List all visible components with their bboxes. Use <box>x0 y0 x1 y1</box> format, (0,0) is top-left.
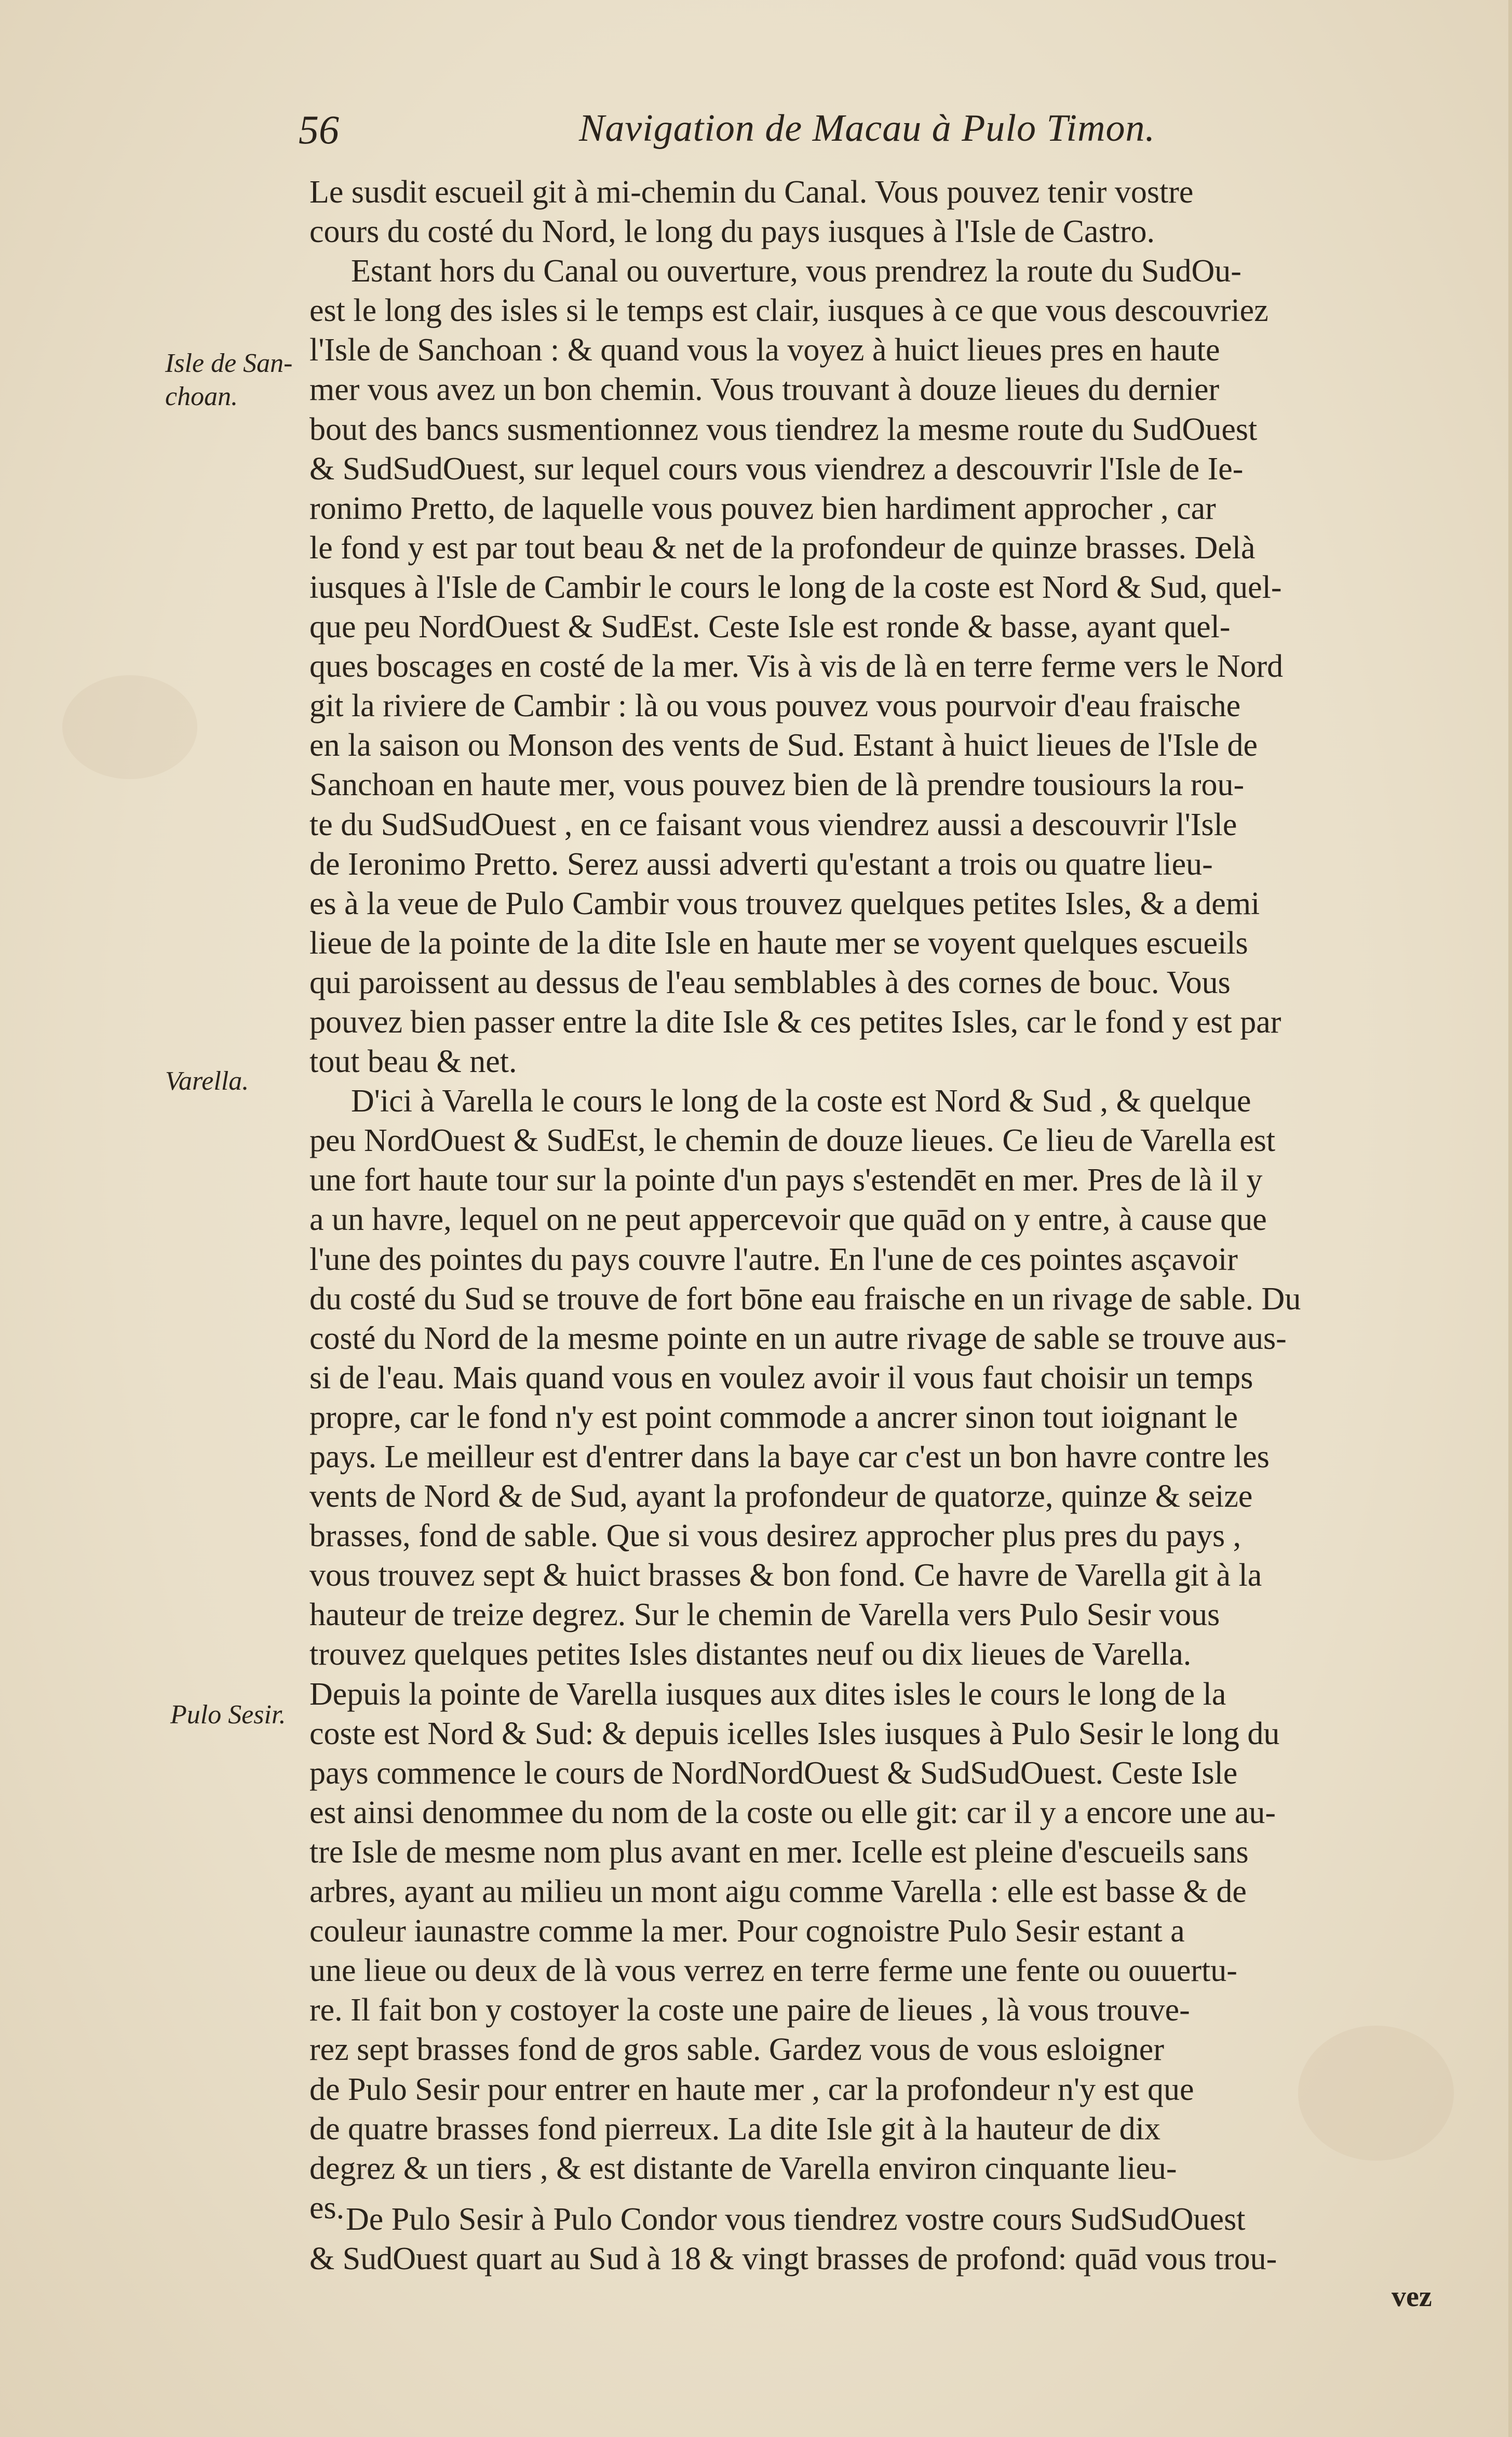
text-line: ronimo Pretto, de laquelle vous pouvez bien hardiment approcher , car <box>309 490 1216 526</box>
text-line: brasses, fond de sable. Que si vous desirez approcher plus pres du pays , <box>309 1518 1241 1554</box>
margin-note-varella: Varella. <box>165 1066 249 1096</box>
text-line: de quatre brasses fond pierreux. La dite Isle git à la hauteur de dix <box>309 2111 1160 2147</box>
text-line: git la riviere de Cambir : là ou vous pouvez vous pourvoir d'eau fraische <box>309 688 1241 724</box>
text-line: Sanchoan en haute mer, vous pouvez bien de là prendre tousiours la rou- <box>309 767 1245 803</box>
text-line: vous trouvez sept & huict brasses & bon fond. Ce havre de Varella git à la <box>309 1558 1262 1594</box>
margin-note-sanchoan: Isle de San- choan. <box>165 349 293 411</box>
text-line: ques boscages en costé de la mer. Vis à vis de là en terre ferme vers le Nord <box>309 649 1284 685</box>
text-line: Le susdit escueil git à mi-chemin du Canal. Vous pouvez tenir vostre <box>309 175 1194 210</box>
text-line: qui paroissent au dessus de l'eau semblables à des cornes de bouc. Vous <box>309 965 1231 1000</box>
text-line: a un havre, lequel on ne peut appercevoir que quād on y entre, à cause que <box>309 1202 1267 1238</box>
text-line: en la saison ou Monson des vents de Sud. Estant à huict lieues de l'Isle de <box>309 728 1258 764</box>
text-line: tre Isle de mesme nom plus avant en mer. Icelle est pleine d'escueils sans <box>309 1834 1249 1870</box>
text-line: une fort haute tour sur la pointe d'un pays s'estendēt en mer. Pres de là il y <box>309 1162 1263 1198</box>
text-line: est ainsi denommee du nom de la coste ou elle git: car il y a encore une au- <box>309 1795 1276 1830</box>
text-line: pouvez bien passer entre la dite Isle & ces petites Isles, car le fond y est par <box>309 1004 1281 1040</box>
text-line: rez sept brasses fond de gros sable. Gardez vous de vous esloigner <box>309 2032 1164 2068</box>
text-line: pays. Le meilleur est d'entrer dans la baye car c'est un bon havre contre les <box>309 1439 1270 1475</box>
text-line: vents de Nord & de Sud, ayant la profondeur de quatorze, quinze & seize <box>309 1479 1253 1515</box>
text-line: si de l'eau. Mais quand vous en voulez avoir il vous faut choisir un temps <box>309 1360 1253 1396</box>
margin-note-pulo-sesir: Pulo Sesir. <box>170 1700 286 1730</box>
text-line: es à la veue de Pulo Cambir vous trouvez quelques petites Isles, & a demi <box>309 886 1260 921</box>
text-line: re. Il fait bon y costoyer la coste une paire de lieues , là vous trouve- <box>309 1992 1190 2028</box>
text-line: de Ieronimo Pretto. Serez aussi adverti qu'estant a trois ou quatre lieu- <box>309 846 1213 882</box>
text-line: De Pulo Sesir à Pulo Condor vous tiendrez vostre cours SudSudOuest <box>346 2202 1246 2237</box>
running-title: Navigation de Macau à Pulo Timon. <box>579 107 1156 150</box>
body-text <box>309 172 1450 2228</box>
folio-number: 56 <box>299 107 339 152</box>
text-line: & SudSudOuest, sur lequel cours vous viendrez a descouvrir l'Isle de Ie- <box>309 451 1244 487</box>
text-line: est le long des isles si le temps est clair, iusques à ce que vous descouvriez <box>309 293 1268 329</box>
text-line: hauteur de treize degrez. Sur le chemin de Varella vers Pulo Sesir vous <box>309 1597 1220 1633</box>
text-line: costé du Nord de la mesme pointe en un autre rivage de sable se trouve aus- <box>309 1320 1287 1356</box>
text-line: du costé du Sud se trouve de fort bōne eau fraische en un rivage de sable. Du <box>309 1281 1301 1317</box>
text-line: une lieue ou deux de là vous verrez en terre ferme une fente ou ouuertu- <box>309 1953 1237 1989</box>
text-line: es. <box>309 2190 345 2226</box>
text-line: Depuis la pointe de Varella iusques aux dites isles le cours le long de la <box>309 1676 1226 1712</box>
text-line: couleur iaunastre comme la mer. Pour cognoistre Pulo Sesir estant a <box>309 1913 1185 1949</box>
text-line: trouvez quelques petites Isles distantes neuf ou dix lieues de Varella. <box>309 1637 1192 1672</box>
text-line: mer vous avez un bon chemin. Vous trouvant à douze lieues du dernier <box>309 372 1220 408</box>
page-stain <box>62 675 197 779</box>
text-line: & SudOuest quart au Sud à 18 & vingt brasses de profond: quād vous trou- <box>309 2241 1277 2277</box>
text-line: lieue de la pointe de la dite Isle en haute mer se voyent quelques escueils <box>309 925 1248 961</box>
page-edge <box>1508 0 1512 2437</box>
text-line: tout beau & net. <box>309 1044 517 1080</box>
text-line: bout des bancs susmentionnez vous tiendrez la mesme route du SudOuest <box>309 411 1258 447</box>
text-line: que peu NordOuest & SudEst. Ceste Isle est ronde & basse, ayant quel- <box>309 609 1231 645</box>
text-line: degrez & un tiers , & est distante de Varella environ cinquante lieu- <box>309 2150 1177 2186</box>
catchword: vez <box>1392 2281 1432 2313</box>
text-line: arbres, ayant au milieu un mont aigu comme Varella : elle est basse & de <box>309 1874 1247 1910</box>
text-line: iusques à l'Isle de Cambir le cours le long de la coste est Nord & Sud, quel- <box>309 569 1282 605</box>
text-line: peu NordOuest & SudEst, le chemin de douze lieues. Ce lieu de Varella est <box>309 1123 1276 1159</box>
text-line: coste est Nord & Sud: & depuis icelles Isles iusques à Pulo Sesir le long du <box>309 1716 1280 1751</box>
text-line: Estant hors du Canal ou ouverture, vous prendrez la route du SudOu- <box>351 253 1241 289</box>
page-header <box>299 106 1441 164</box>
text-line: l'une des pointes du pays couvre l'autre. En l'une de ces pointes asçavoir <box>309 1241 1238 1277</box>
text-line: D'ici à Varella le cours le long de la coste est Nord & Sud , & quelque <box>351 1083 1251 1119</box>
text-line: l'Isle de Sanchoan : & quand vous la voyez à huict lieues pres en haute <box>309 332 1220 368</box>
text-line: de Pulo Sesir pour entrer en haute mer , car la profondeur n'y est que <box>309 2071 1194 2107</box>
text-line: te du SudSudOuest , en ce faisant vous viendrez aussi a descouvrir l'Isle <box>309 807 1237 842</box>
text-line: propre, car le fond n'y est point commode a ancrer sinon tout ioignant le <box>309 1399 1238 1435</box>
text-line: cours du costé du Nord, le long du pays iusques à l'Isle de Castro. <box>309 214 1155 250</box>
text-line: le fond y est par tout beau & net de la profondeur de quinze brasses. Delà <box>309 530 1256 566</box>
text-line: pays commence le cours de NordNordOuest & SudSudOuest. Ceste Isle <box>309 1755 1238 1791</box>
